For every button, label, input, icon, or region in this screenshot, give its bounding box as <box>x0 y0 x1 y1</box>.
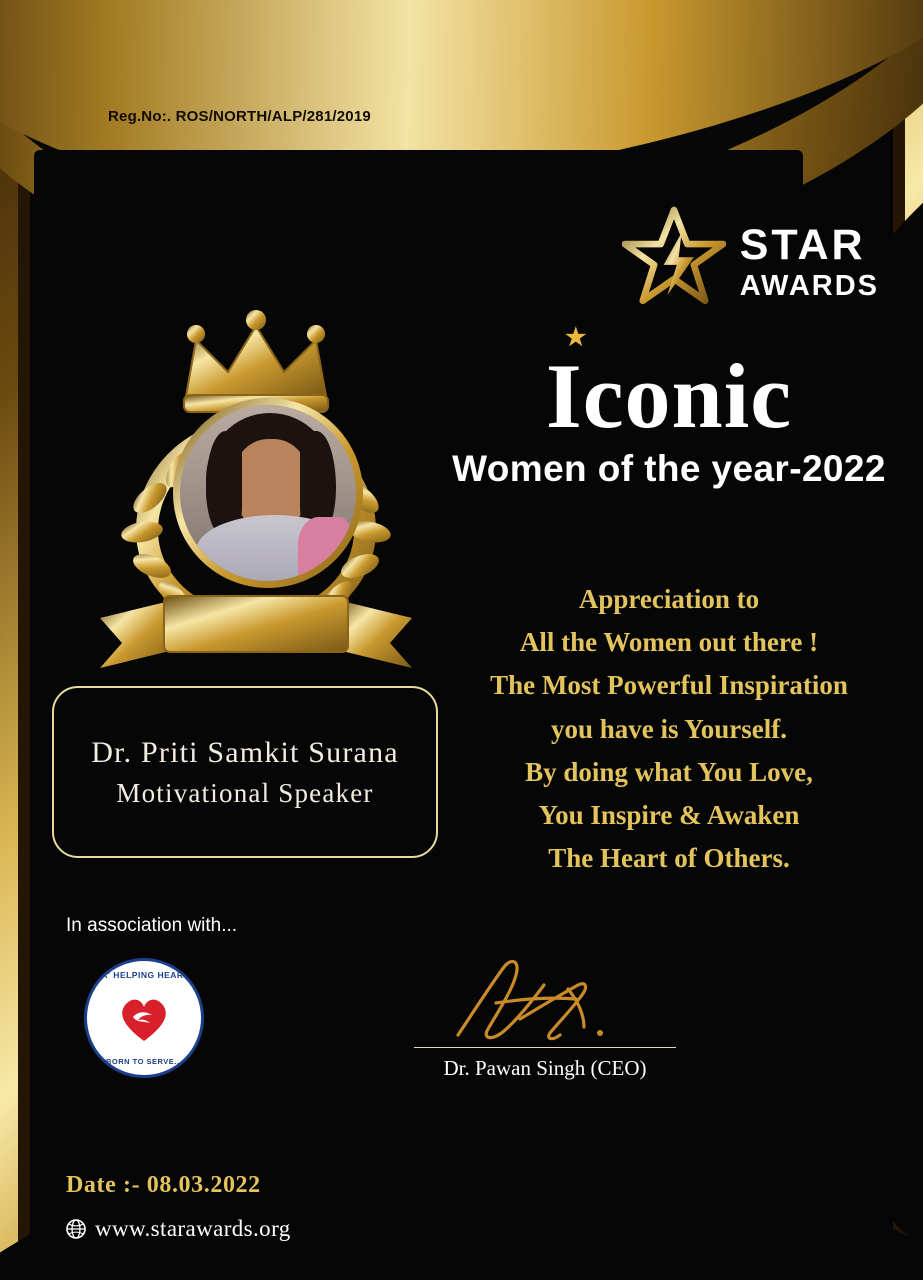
association-label: In association with... <box>66 915 238 936</box>
citation-line: The Most Powerful Inspiration <box>490 670 848 701</box>
brand-name-line2: AWARDS <box>739 269 879 302</box>
association-logo-top-text: 'A' HELPING HEART <box>98 970 190 980</box>
crown-icon <box>184 310 328 412</box>
brand-name-line1: STAR <box>739 220 866 269</box>
signature-block <box>400 955 690 1081</box>
handwritten-signature <box>400 955 690 1047</box>
citation-line: you have is Yourself. <box>550 713 787 744</box>
globe-icon <box>66 1219 86 1239</box>
citation-line: You Inspire & Awaken <box>538 799 800 830</box>
ribbon-banner <box>100 596 412 668</box>
signature-rule <box>414 1047 676 1048</box>
recipient-name: Dr. Priti Samkit Surana <box>91 735 399 769</box>
citation-line: Appreciation to <box>578 584 760 614</box>
website-link[interactable] <box>66 1216 291 1242</box>
recipient-name-box <box>52 686 438 858</box>
recipient-role: Motivational Speaker <box>116 777 374 808</box>
website-url: www.starawards.org <box>95 1216 291 1241</box>
award-title-text: Iconic <box>545 345 793 447</box>
association-logo-bottom-text: BORN TO SERVE... <box>105 1057 183 1066</box>
award-title <box>440 325 898 447</box>
signatory-name: Dr. Pawan Singh (CEO) <box>443 1056 647 1080</box>
star-logo-icon <box>622 206 726 318</box>
citation-line: The Heart of Others. <box>548 843 790 874</box>
award-title-block <box>440 325 898 490</box>
association-logo <box>84 958 218 1078</box>
award-citation <box>440 578 898 880</box>
helping-heart-icon <box>116 993 172 1043</box>
award-subtitle: Women of the year-2022 <box>452 448 886 489</box>
recipient-photo <box>180 405 356 581</box>
issue-date: Date :- 08.03.2022 <box>66 1172 261 1198</box>
star-awards-logo <box>622 206 879 318</box>
recipient-photo-frame <box>173 398 363 588</box>
award-medal <box>78 300 434 690</box>
title-star-icon: ★ <box>565 325 588 351</box>
registration-number: Reg.No:. ROS/NORTH/ALP/281/2019 <box>108 108 371 125</box>
citation-line: By doing what You Love, <box>525 756 813 787</box>
citation-line: All the Women out there ! <box>519 627 819 658</box>
